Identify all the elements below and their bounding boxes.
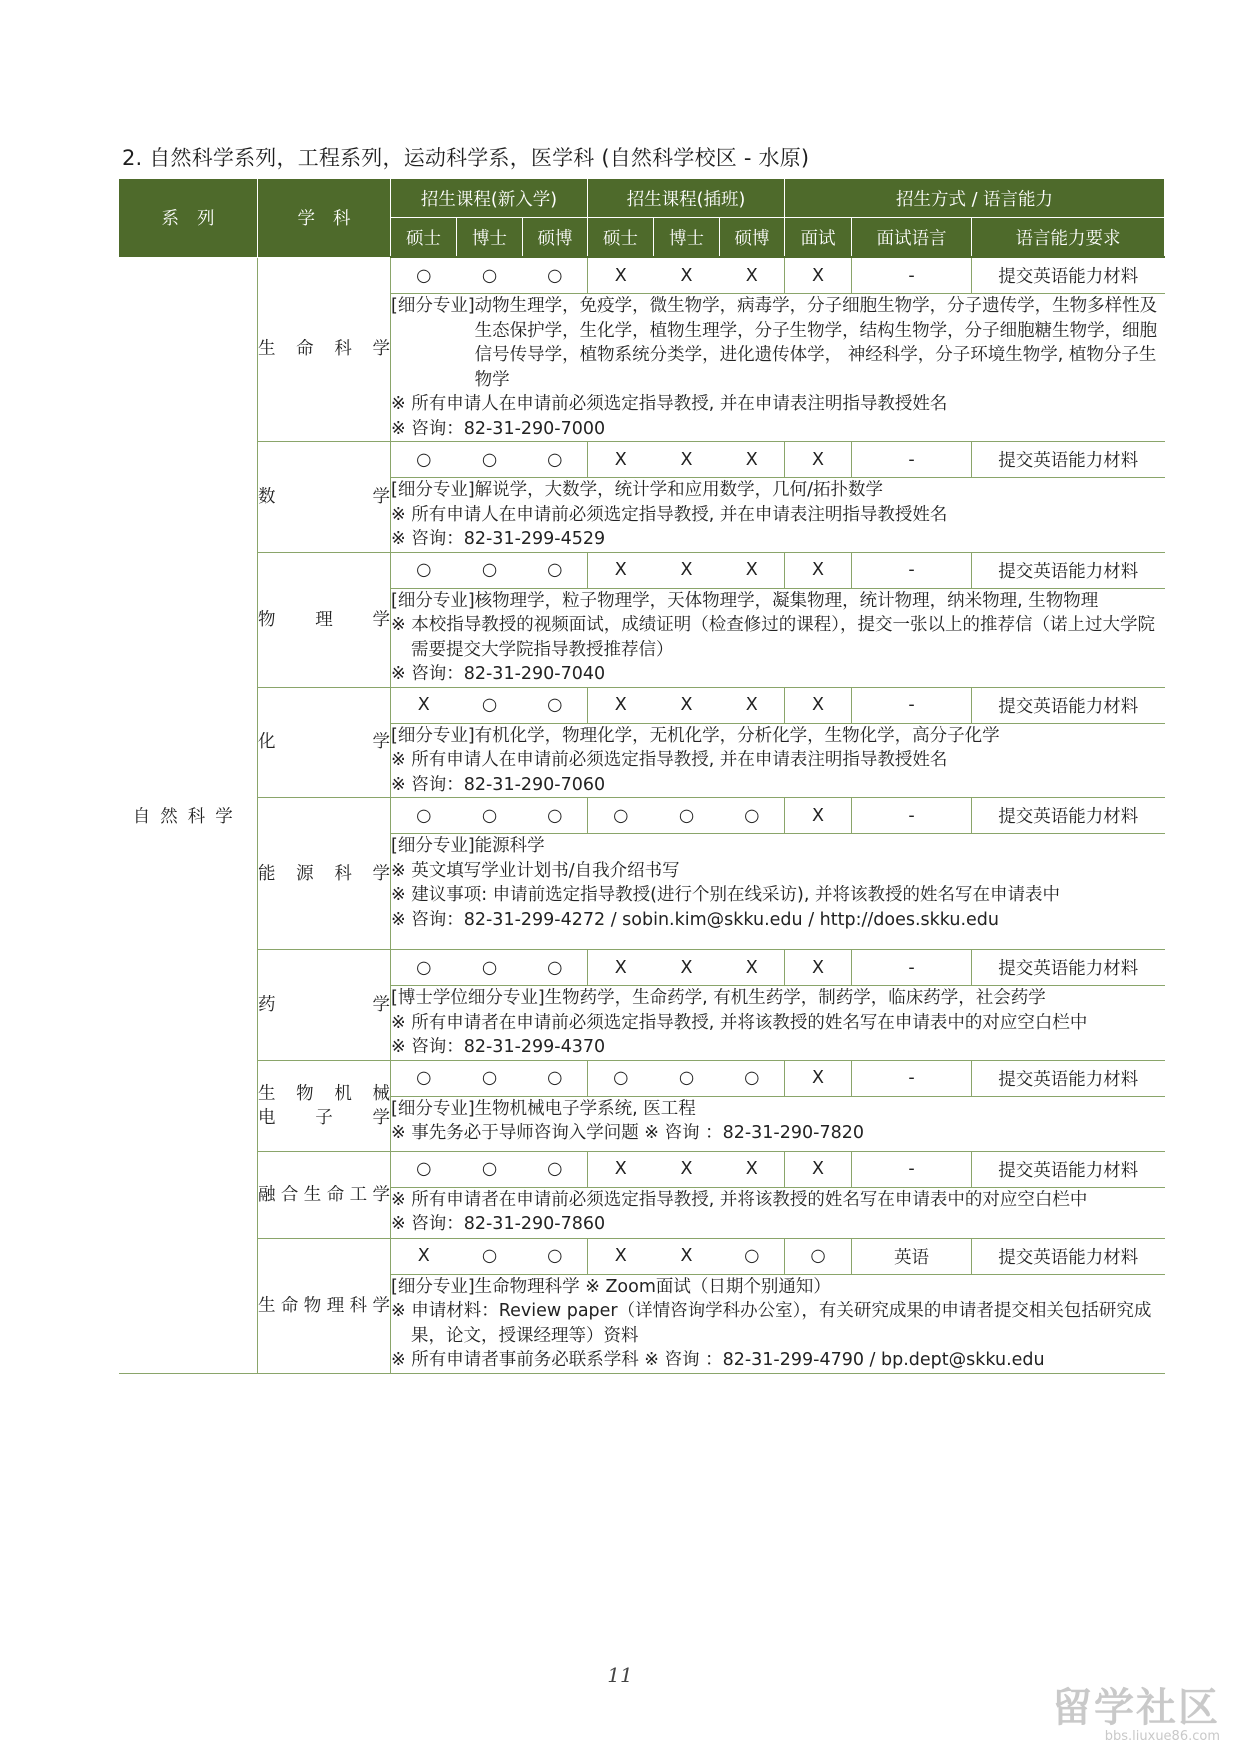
- mark-cell: -: [852, 798, 972, 834]
- detail-note: ※ 咨询：82-31-299-4370: [391, 1037, 606, 1057]
- section-title: 2. 自然科学系列，工程系列，运动科学系，医学科 (自然科学校区 - 水原): [122, 146, 810, 170]
- mark-cell: X: [588, 950, 654, 986]
- mark-cell: 提交英语能力材料: [972, 552, 1165, 588]
- detail-note: ※ 咨询：82-31-290-7000: [391, 418, 606, 439]
- mark-cell: X: [785, 687, 852, 723]
- detail-text: 动物生理学，免疫学，微生物学，病毒学，分子细胞生物学，分子遗传学，生物多样性及生态保护学，生化学，植物生理学，分子生物学，结构生物学，分子细胞糖生物学，细胞信号传导学，植物系统分类学，进化遗传体学， 神经科学，分子环境生物学, 植物分子生物学: [474, 296, 1158, 390]
- mark-cell: 提交英语能力材料: [972, 1151, 1165, 1187]
- subject-name: [258, 1060, 391, 1151]
- header-col-integrated: 硕博: [523, 218, 588, 258]
- detail-line: [391, 1097, 1165, 1122]
- subject-name: [258, 257, 391, 442]
- detail-cell: [391, 1187, 1165, 1238]
- mark-cell: X: [588, 442, 654, 478]
- detail-note: ※ 所有申请者事前务必联系学科 ※ 咨询 ：82-31-299-4790 / bp.dept@skku.edu: [391, 1350, 1045, 1370]
- mark-cell: ○: [720, 1060, 785, 1096]
- mark-cell: -: [852, 1151, 972, 1187]
- mark-cell: X: [391, 1238, 457, 1274]
- detail-line: [391, 1275, 1165, 1300]
- detail-line: [391, 294, 1165, 392]
- detail-line: [391, 834, 1165, 859]
- mark-cell: X: [654, 1151, 720, 1187]
- mark-cell: ○: [457, 950, 523, 986]
- header-group-transfer: 招生课程(插班): [588, 179, 785, 218]
- mark-cell: ○: [654, 798, 720, 834]
- detail-text: 生命物理科学 ※ Zoom面试（日期个别通知）: [474, 1276, 831, 1297]
- subject-name-line: 能源科学: [258, 863, 390, 884]
- detail-text: 核物理学，粒子物理学，天体物理学，凝集物理，统计物理，纳米物理, 生物物理: [474, 590, 1099, 611]
- mark-cell: 提交英语能力材料: [972, 950, 1165, 986]
- mark-cell: ○: [523, 798, 588, 834]
- mark-cell: ○: [523, 687, 588, 723]
- detail-note: ※ 咨询：82-31-290-7860: [391, 1214, 606, 1234]
- mark-cell: ○: [457, 1151, 523, 1187]
- detail-text: 解说学，大数学，统计学和应用数学，几何/拓扑数学: [474, 480, 884, 500]
- detail-line: [391, 589, 1165, 614]
- mark-cell: ○: [523, 1151, 588, 1187]
- detail-note: ※ 所有申请人在申请前必须选定指导教授, 并在申请表注明指导教授姓名: [391, 394, 948, 414]
- detail-note: ※ 所有申请人在申请前必须选定指导教授, 并在申请表注明指导教授姓名: [391, 750, 948, 770]
- mark-cell: X: [588, 1238, 654, 1274]
- watermark-text: 留学社区: [1052, 1685, 1220, 1731]
- subject-name: [258, 798, 391, 950]
- detail-cell: [391, 1274, 1165, 1373]
- mark-cell: X: [785, 798, 852, 834]
- mark-cell: ○: [785, 1238, 852, 1274]
- detail-line: [391, 986, 1165, 1011]
- mark-cell: ○: [588, 798, 654, 834]
- mark-cell: 提交英语能力材料: [972, 1060, 1165, 1096]
- mark-cell: ○: [523, 1060, 588, 1096]
- detail-note: ※ 事先务必于导师咨询入学问题 ※ 咨询 ：82-31-290-7820: [391, 1123, 864, 1143]
- detail-note: ※ 英文填写学业计划书/自我介绍书写: [391, 860, 680, 881]
- mark-cell: X: [588, 552, 654, 588]
- subject-name-line: 药学: [258, 994, 390, 1015]
- mark-cell: 提交英语能力材料: [972, 798, 1165, 834]
- header-col-interview-language: 面试语言: [852, 218, 972, 258]
- subject-name: [258, 442, 391, 553]
- detail-cell: [391, 478, 1165, 553]
- mark-cell: ○: [457, 257, 523, 294]
- admissions-table: [118, 178, 1165, 1374]
- detail-label: [细分专业]: [391, 590, 475, 611]
- mark-cell: ○: [391, 1151, 457, 1187]
- detail-text: 有机化学，物理化学，无机化学，分析化学，生物化学，高分子化学: [474, 725, 1000, 746]
- mark-cell: ○: [457, 798, 523, 834]
- subject-name-line: 生物机械: [258, 1083, 390, 1104]
- detail-note: ※ 本校指导教授的视频面试，成绩证明（检查修过的课程），提交一张以上的推荐信（诺上过大学院需要提交大学院指导教授推荐信）: [391, 615, 1155, 660]
- mark-cell: X: [654, 257, 720, 294]
- mark-cell: 提交英语能力材料: [972, 442, 1165, 478]
- mark-cell: X: [720, 950, 785, 986]
- detail-label: [细分专业]: [391, 296, 475, 316]
- table-row: [119, 1238, 1165, 1274]
- mark-cell: -: [852, 442, 972, 478]
- mark-cell: ○: [457, 1060, 523, 1096]
- mark-cell: X: [588, 687, 654, 723]
- header-col-doctor: 博士: [457, 218, 523, 258]
- mark-cell: X: [654, 552, 720, 588]
- subject-name: [258, 1151, 391, 1238]
- mark-cell: 提交英语能力材料: [972, 687, 1165, 723]
- table-row: [119, 798, 1165, 834]
- mark-cell: X: [785, 442, 852, 478]
- mark-cell: X: [720, 442, 785, 478]
- detail-note: ※ 咨询：82-31-299-4529: [391, 529, 606, 549]
- mark-cell: ○: [588, 1060, 654, 1096]
- mark-cell: X: [588, 257, 654, 294]
- mark-cell: -: [852, 552, 972, 588]
- mark-cell: -: [852, 1060, 972, 1096]
- mark-cell: ○: [523, 257, 588, 294]
- header-subject: 学科: [258, 179, 391, 258]
- detail-cell: [391, 1096, 1165, 1151]
- mark-cell: ○: [523, 552, 588, 588]
- mark-cell: ○: [391, 1060, 457, 1096]
- mark-cell: X: [391, 687, 457, 723]
- mark-cell: ○: [391, 798, 457, 834]
- series-name: 自然科学: [119, 257, 258, 1373]
- table-row: [119, 1060, 1165, 1096]
- detail-note: ※ 所有申请者在申请前必须选定指导教授, 并将该教授的姓名写在申请表中的对应空白栏中: [391, 1189, 1088, 1210]
- mark-cell: X: [720, 687, 785, 723]
- detail-line: [391, 478, 1165, 503]
- watermark-logo: [1052, 1676, 1220, 1744]
- mark-cell: -: [852, 950, 972, 986]
- table-row: [119, 1151, 1165, 1187]
- subject-name-line: 电子学: [258, 1107, 390, 1128]
- detail-note: ※ 咨询：82-31-299-4272 / sobin.kim@skku.edu / http://does.skku.edu: [391, 909, 999, 930]
- detail-text: 生物机械电子学系统, 医工程: [474, 1098, 696, 1119]
- subject-name: [258, 950, 391, 1061]
- header-series: 系列: [119, 179, 258, 258]
- detail-cell: [391, 294, 1165, 442]
- mark-cell: 提交英语能力材料: [972, 257, 1165, 294]
- detail-cell: [391, 588, 1165, 687]
- mark-cell: X: [720, 552, 785, 588]
- detail-label: [细分专业]: [391, 480, 475, 500]
- table-row: [119, 950, 1165, 986]
- header-col-language-requirement: 语言能力要求: [972, 218, 1165, 258]
- mark-cell: X: [588, 1151, 654, 1187]
- header-group-new: 招生课程(新入学): [391, 179, 588, 218]
- mark-cell: -: [852, 257, 972, 294]
- detail-cell: [391, 723, 1165, 798]
- subject-name-line: 化学: [258, 732, 390, 753]
- mark-cell: X: [720, 257, 785, 294]
- detail-line: [391, 724, 1165, 749]
- mark-cell: X: [785, 950, 852, 986]
- mark-cell: 提交英语能力材料: [972, 1238, 1165, 1274]
- detail-label: [细分专业]: [391, 836, 475, 856]
- mark-cell: ○: [720, 1238, 785, 1274]
- detail-note: ※ 申请材料：Review paper（详情咨询学科办公室），有关研究成果的申请者提交相关包括研究成果，论文，授课经理等）资料: [391, 1301, 1152, 1346]
- detail-label: [细分专业]: [391, 725, 475, 746]
- subject-name-line: 物理学: [258, 609, 390, 630]
- subject-name-line: 融合生命工学: [258, 1184, 390, 1205]
- detail-label: [细分专业]: [391, 1098, 475, 1119]
- detail-label: [细分专业]: [391, 1276, 475, 1297]
- subject-name-line: 生命物理科学: [258, 1295, 390, 1316]
- mark-cell: X: [654, 950, 720, 986]
- header-col-master: 硕士: [391, 218, 457, 258]
- subject-name-line: 生命科学: [258, 339, 390, 360]
- mark-cell: ○: [523, 950, 588, 986]
- mark-cell: X: [785, 1151, 852, 1187]
- table-row: [119, 687, 1165, 723]
- mark-cell: ○: [720, 798, 785, 834]
- mark-cell: 英语: [852, 1238, 972, 1274]
- detail-note: ※ 建议事项: 申请前选定指导教授(进行个别在线采访), 并将该教授的姓名写在申请表中: [391, 885, 1060, 905]
- subject-name: [258, 1238, 391, 1373]
- mark-cell: ○: [457, 442, 523, 478]
- table-row: [119, 552, 1165, 588]
- table-row: [119, 442, 1165, 478]
- table-row: [119, 257, 1165, 294]
- mark-cell: X: [720, 1151, 785, 1187]
- detail-text: 生物药学，生命药学, 有机生药学，制药学，临床药学，社会药学: [544, 988, 1046, 1008]
- header-col-transfer-master: 硕士: [588, 218, 654, 258]
- mark-cell: ○: [457, 1238, 523, 1274]
- detail-label: [博士学位细分专业]: [391, 988, 545, 1008]
- mark-cell: X: [785, 257, 852, 294]
- mark-cell: ○: [391, 552, 457, 588]
- mark-cell: ○: [391, 442, 457, 478]
- mark-cell: X: [654, 442, 720, 478]
- mark-cell: X: [785, 552, 852, 588]
- detail-cell: [391, 834, 1165, 950]
- mark-cell: ○: [457, 552, 523, 588]
- detail-note: ※ 咨询：82-31-290-7040: [391, 664, 606, 684]
- header-col-interview: 面试: [785, 218, 852, 258]
- page-number: 11: [607, 1663, 633, 1687]
- detail-note: ※ 所有申请人在申请前必须选定指导教授, 并在申请表注明指导教授姓名: [391, 504, 948, 525]
- mark-cell: ○: [391, 950, 457, 986]
- mark-cell: ○: [654, 1060, 720, 1096]
- mark-cell: ○: [523, 1238, 588, 1274]
- mark-cell: X: [654, 687, 720, 723]
- detail-note: ※ 咨询：82-31-290-7060: [391, 774, 606, 795]
- subject-name: [258, 552, 391, 687]
- detail-text: 能源科学: [474, 836, 545, 856]
- mark-cell: X: [785, 1060, 852, 1096]
- header-col-transfer-integrated: 硕博: [720, 218, 785, 258]
- mark-cell: ○: [457, 687, 523, 723]
- watermark-url: bbs.liuxue86.com: [1104, 1729, 1220, 1744]
- mark-cell: -: [852, 687, 972, 723]
- subject-name-line: 数学: [258, 486, 390, 507]
- mark-cell: X: [654, 1238, 720, 1274]
- mark-cell: ○: [391, 257, 457, 294]
- mark-cell: ○: [523, 442, 588, 478]
- detail-cell: [391, 986, 1165, 1061]
- header-group-method: 招生方式 / 语言能力: [785, 179, 1165, 218]
- detail-note: ※ 所有申请者在申请前必须选定指导教授, 并将该教授的姓名写在申请表中的对应空白栏中: [391, 1012, 1088, 1033]
- subject-name: [258, 687, 391, 798]
- header-col-transfer-doctor: 博士: [654, 218, 720, 258]
